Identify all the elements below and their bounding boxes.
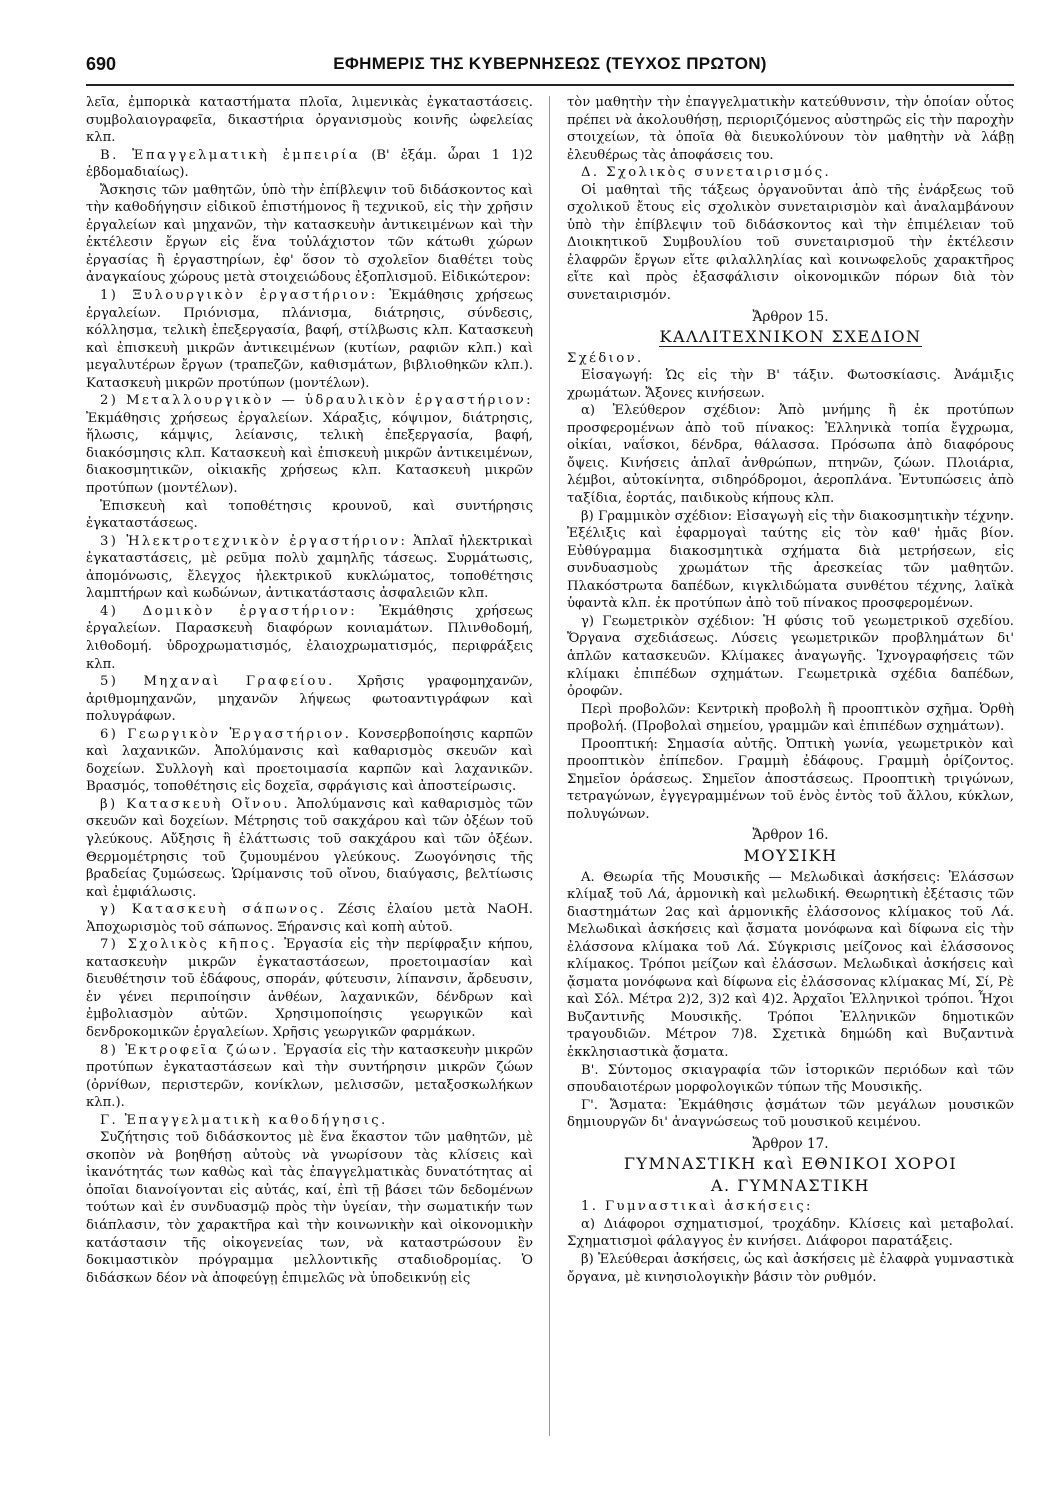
workshop-title: 5) Μηχαναὶ Γραφείου.: [100, 674, 335, 690]
column-divider: [549, 96, 550, 1436]
paragraph: β) Ἐλεύθεραι ἀσκήσεις, ὡς καὶ ἀσκήσεις μὲ ἐλαφρὰ γυμναστικὰ ὄργανα, μὲ κινησιολογικὴν βάσιν τὸν ρυθμόν.: [567, 1252, 1014, 1285]
paragraph: Προοπτική: Σημασία αὐτῆς. Ὀπτικὴ γωνία, γεωμετρικὸν καὶ προοπτικὸν ἐπίπεδον. Γραμμὴ ἐδάφους. Γραμμὴ ὁρίζοντος. Σημεῖον ὁράσεως. Σημεῖον ἀποστάσεως. Προοπτικὴ τριγώνων, τετραγώνων, ἐγγεγραμμένων τοῦ ἑνὸς ἐντὸς τοῦ ἄλλου, κύκλων, πολυγώνων.: [567, 736, 1014, 822]
workshop-6b: [86, 796, 533, 901]
workshop-7: [86, 936, 533, 1041]
gymnastics-title: Α. ΓΥΜΝΑΣΤΙΚΗ: [710, 1175, 871, 1195]
article-15-title: [567, 328, 1014, 346]
right-column: [567, 94, 1014, 1439]
workshop-3: [86, 533, 533, 603]
paragraph: λεῖα, ἐμπορικὰ καταστήματα πλοῖα, λιμενικὰς ἐγκαταστάσεις. συμβολαιογραφεῖα, δικαστήρια ὀργανισμοὺς κοινῆς ὠφελείας κλπ.: [86, 95, 533, 146]
workshop-text: Χρῆσις γραφομηχανῶν, ἀριθμομηχανῶν, μηχανῶν λήψεως φωτοαντιγράφων καὶ πολυγράφων.: [86, 674, 533, 725]
paragraph: Οἱ μαθηταὶ τῆς τάξεως ὀργανοῦνται ἀπὸ τῆς ἐνάρξεως τοῦ σχολικοῦ ἔτους εἰς σχολικὸν συνεταιρισμὸν καὶ ἀναλαμβάνουν ὑπὸ τὴν ἐπίβλεψιν τοῦ διδάσκοντος καὶ τὴν ἐπιμέλειαν τοῦ Διοικητικοῦ Συμβουλίου τοῦ συνεταιρισμοῦ τὴν ἐκτέλεσιν ἐλαφρῶν ἔργων εἴτε φιλαλληλίας καὶ κοινωφελοῦς χαρακτῆρος εἴτε καὶ πρὸς ἐξασφάλισιν οἰκονομικῶν πόρων διὰ τὸν συνεταιρισμόν.: [567, 182, 1014, 304]
paragraph: α) Ἐλεύθερον σχέδιον: Ἀπὸ μνήμης ἢ ἐκ προτύπων προσφερομένων ἀπὸ τοῦ πίνακος: Ἑλληνικὰ τοπία ἔγχρωμα, οἰκίαι, ναΐσκοι, δένδρα, θάλασσα. Πρόσωπα ἀπὸ διαφόρους ὄψεις. Κινήσεις ἁπλαῖ ἀνθρώπων, πτηνῶν, ζώων. Πλοιάρια, λέμβοι, αὐτοκίνητα, σιδηρόδρομοι, ἀεροπλάνα. Ἐντυπώσεις ἀπὸ ταξίδια, ἑορτάς, παιδικοὺς κήπους κλπ.: [567, 403, 1014, 507]
article-title-text: ΚΑΛΛΙΤΕΧΝΙΚΟΝ ΣΧΕΔΙΟΝ: [659, 327, 922, 347]
workshop-text: Ἐκμάθησις χρήσεως ἐργαλείων. Χάραξις, κόψιμον, διάτρησις, ἥλωσις, κάμψις, λείανσις, τελικὴ ἐπεξεργασία, βαφή, διακόσμησις κλπ. Κατασκευὴ καὶ ἐπισκευὴ μικρῶν ἀντικειμένων, διακοσμητικῶν, οἰκιακῆς χρήσεως κλπ. Κατασκευὴ μικρῶν προτύπων (μοντέλων).: [86, 410, 533, 497]
workshop-6c: [86, 901, 533, 936]
workshop-text: Ἐργασία εἰς τὴν περίφραξιν κήπου, κατασκευὴν μικρῶν ἐγκαταστάσεων, προετοιμασίαν καὶ διευθέτησιν τοῦ ἐδάφους, σποράν, φύτευσιν, λίπανσιν, ἄρδευσιν, ἐν γένει περιποίησιν ἀνθέων, λαχανικῶν, δένδρων καὶ ἐμβολιασμὸν αὐτῶν. Χρησιμοποίησις γεωργικῶν καὶ δενδροκομικῶν ἐργαλείων. Χρῆσις γεωργικῶν φαρμάκων.: [86, 937, 533, 1040]
workshop-title: 4) Δομικὸν ἐργαστήριον:: [100, 603, 358, 619]
journal-title: ΕΦΗΜΕΡΙΣ ΤΗΣ ΚΥΒΕΡΝΗΣΕΩΣ (ΤΕΥΧΟΣ ΠΡΩΤΟΝ): [333, 54, 767, 73]
article-17-title: ΓΥΜΝΑΣΤΙΚΗ καὶ ΕΘΝΙΚΟΙ ΧΟΡΟΙ: [623, 1154, 958, 1174]
section-d-heading: Δ. Σχολικὸς συνεταιρισμός.: [581, 165, 832, 181]
workshop-6: [86, 726, 533, 796]
page-number: 690: [86, 54, 117, 74]
workshop-title: 8) Ἐκτροφεῖα ζώων.: [100, 1042, 280, 1058]
section-b-heading: Β. Ἐπαγγελματικὴ ἐμπειρία: [100, 147, 361, 163]
paragraph: α) Διάφοροι σχηματισμοί, τροχάδην. Κλίσεις καὶ μεταβολαί. Σχηματισμοὶ φάλαγγος ἐν κινήσει. Διάφοροι παρατάξεις.: [567, 1216, 1014, 1250]
article-15-label: Ἄρθρον 15.: [752, 308, 829, 325]
section-b: [86, 147, 533, 182]
workshop-title: 7) Σχολικὸς κῆπος.: [100, 937, 278, 953]
paragraph: Εἰσαγωγή: Ὡς εἰς τὴν Β' τάξιν. Φωτοσκίασις. Ἀνάμιξις χρωμάτων. Ἄξονες κινήσεων.: [567, 368, 1014, 401]
article-16-label: Ἄρθρον 16.: [752, 827, 829, 844]
article-16-title: ΜΟΥΣΙΚΗ: [743, 845, 838, 865]
paragraph: Γ'. Ἄσματα: Ἐκμάθησις ᾀσμάτων τῶν μεγάλων μουσικῶν δημιουργῶν δι' ἀναγνώσεως τοῦ μουσικοῦ κειμένου.: [567, 1097, 1014, 1131]
workshop-4: [86, 603, 533, 673]
workshop-title: 2) Μεταλλουργικὸν — ὑδραυλικὸν ἐργαστήριον:: [100, 393, 533, 409]
left-column: [86, 94, 533, 1439]
workshop-5: [86, 673, 533, 726]
workshop-text: Ἐκμάθησις χρήσεως ἐργαλείων. Πριόνισμα, πλάνισμα, διάτρησις, σύνδεσις, κόλλησμα, τελικὴ ἐπεξεργασία, βαφή, στίλβωσις κλπ. Κατασκευὴ καὶ ἐπισκευὴ μικρῶν ἀντικειμένων (κυτίων, ραφιῶν κλπ.) καὶ μεγαλυτέρων ἔργων (τραπεζῶν, καθισμάτων, βιβλιοθηκῶν κλπ.). Κατασκευὴ μικρῶν προτύπων (μοντέλων).: [86, 288, 533, 391]
workshop-2: [86, 392, 533, 497]
workshop-text: Ζέσις ἐλαίου μετὰ NaOH. Ἀποχωρισμὸς τοῦ σάπωνος. Ξήρανσις καὶ κοπὴ αὐτοῦ.: [86, 902, 533, 935]
paragraph: Περὶ προβολῶν: Κεντρικὴ προβολὴ ἢ προοπτικὸν σχῆμα. Ὀρθὴ προβολή. (Προβολαὶ σημείου, γραμμῶν καὶ ἐπιπέδων σχημάτων).: [567, 701, 1014, 735]
paragraph: Συζήτησις τοῦ διδάσκοντος μὲ ἕνα ἕκαστον τῶν μαθητῶν, μὲ σκοπὸν νὰ βοηθήσῃ αὐτοὺς νὰ γνωρίσουν τὰς κλίσεις καὶ ἱκανότητάς των καθὼς καὶ τὰς ἐπαγγελματικὰς δυνατότητας αἱ ὁποῖαι διανοίγονται εἰς αὐτάς, καί, ἐπὶ τῇ βάσει τῶν δεδομένων τούτων καὶ ἐν συνδυασμῷ πρὸς τὴν ὑγείαν, τὴν σωματικήν των διάπλασιν, τὸν χαρακτῆρα καὶ τὴν κοινωνικὴν καὶ οἰκονομικὴν κατάστασιν τῆς οἰκογενείας των, νὰ καταστρώσουν ἓν δοκιμαστικὸν πρόγραμμα μελλοντικῆς σταδιοδρομίας. Ὁ διδάσκων δέον νὰ ἀποφεύγῃ ἐπιμελῶς νὰ ὑποδεικνύῃ εἰς: [86, 1130, 533, 1286]
workshop-title: 3) Ἠλεκτροτεχνικὸν ἐργαστήριον:: [100, 533, 408, 549]
workshop-8: [86, 1042, 533, 1112]
workshop-title: 1) Ξυλουργικὸν ἐργαστήριον:: [100, 288, 378, 304]
workshop-text: Ἀπολύμανσις καὶ καθαρισμὸς τῶν σκευῶν καὶ δοχείων. Μέτρησις τοῦ σακχάρου καὶ τῶν ὀξέων τοῦ γλεύκους. Αὔξησις ἢ ἐλάττωσις τοῦ σακχάρου καὶ τῶν ὀξέων. Θερμομέτρησις τοῦ ζυμουμένου γλεύκους. Ζωογόνησις τῆς βραδείας ζυμώσεως. Ὡρίμανσις τοῦ οἴνου, διαύγασις, βελτίωσις καὶ ἐμφιάλωσις.: [86, 796, 533, 900]
workshop-text: Ἐργασία εἰς τὴν κατασκευὴν μικρῶν προτύπων ἐγκαταστάσεων καὶ τὴν συντήρησιν μικρῶν ζώων (ὀρνίθων, περιστερῶν, κονίκλων, μελισσῶν, μεταξοσκωλήκων κλπ.).: [86, 1042, 533, 1111]
workshop-1: [86, 287, 533, 392]
subheading: 1. Γυμναστικαὶ ἀσκήσεις:: [581, 1199, 813, 1215]
paragraph: Β'. Σύντομος σκιαγραφία τῶν ἱστορικῶν περιόδων καὶ τῶν σπουδαιοτέρων μορφολογικῶν τύπων τῆς Μουσικῆς.: [567, 1062, 1014, 1096]
paragraph: Ἄσκησις τῶν μαθητῶν, ὑπὸ τὴν ἐπίβλεψιν τοῦ διδάσκοντος καὶ τὴν καθοδήγησιν εἰδικοῦ ἐπιστήμονος ἢ τεχνικοῦ, εἰς τὴν χρῆσιν ἐργαλείων καὶ μηχανῶν, τὴν κατασκευὴν ἀντικειμένων καὶ τὴν ἐκτέλεσιν ἔργων εἰς ἕνα τοὐλάχιστον τῶν κάτωθι χώρων ἐργασίας ἢ ἐργαστηρίων, ἐφ' ὅσον τὸ σχολεῖον διαθέτει τοὺς ἀναγκαίους χώρους μετὰ στοιχειώδους ἐξοπλισμοῦ. Εἰδικώτερον:: [86, 182, 533, 286]
workshop-title: 6) Γεωργικὸν Ἐργαστήριον.: [100, 726, 352, 742]
page-header: [86, 52, 1014, 86]
subheading: Σχέδιον.: [567, 350, 644, 366]
section-b-hours: (Β' ἐξάμ. ὧραι 1 1)2 ἑβδομαδιαίως).: [86, 147, 533, 181]
workshop-text: Ἁπλαῖ ἠλεκτρικαὶ ἐγκαταστάσεις, μὲ ρεῦμα πολὺ χαμηλῆς τάσεως. Συρμάτωσις, ἀπομόνωσις, ἔλεγχος ἠλεκτρικοῦ κυκλώματος, τοποθέτησις λαμπτήρων καὶ κωδώνων, ἀντικατάστασις ἀσφαλειῶν κλπ.: [86, 533, 533, 602]
paragraph: Α. Θεωρία τῆς Μουσικῆς — Μελωδικαὶ ἀσκήσεις: Ἐλάσσων κλίμαξ τοῦ Λά, ἁρμονικὴ καὶ μελωδική. Θεωρητικὴ ἐξέτασις τῶν διαστημάτων 2ας καὶ ἁρμονικῆς ἐλάσσονος κλίμακος τοῦ Λά. Μελωδικαὶ ἀσκήσεις καὶ ᾄσματα μονόφωνα καὶ δίφωνα εἰς τὴν ἐλάσσονα κλίμακα τοῦ Λά. Σύγκρισις μείζονος καὶ ἐλάσσονος κλίμακος. Τρόποι μείζων καὶ ἐλάσσων. Μελωδικαὶ ἀσκήσεις καὶ ᾄσματα μονόφωνα καὶ δίφωνα εἰς ἐλάσσονας κλίμακας Μί, Σί, Ρὲ καὶ Σόλ. Μέτρα 2)2, 3)2 καὶ 4)2. Ἀρχαῖοι Ἑλληνικοὶ τρόποι. Ἦχοι Βυζαντινῆς Μουσικῆς. Τρόποι Ἑλληνικῶν δημοτικῶν τραγουδιῶν. Μέτρον 7)8. Σχετικὰ δημώδη καὶ Βυζαντινὰ ἐκκλησιαστικὰ ᾄσματα.: [567, 869, 1014, 1060]
workshop-title: γ) Κατασκευὴ σάπωνος.: [100, 902, 327, 918]
workshop-title: β) Κατασκευὴ Οἴνου.: [100, 796, 291, 812]
article-17-label: Ἄρθρον 17.: [752, 1135, 829, 1152]
paragraph: γ) Γεωμετρικὸν σχέδιον: Ἡ φύσις τοῦ γεωμετρικοῦ σχεδίου. Ὄργανα σχεδιάσεως. Λύσεις γεωμετρικῶν προβλημάτων δι' ἁπλῶν κατασκευῶν. Κλίμακες ἀναγωγῆς. Ἰχνογραφήσεις τῶν κλίμακι ἐπιπέδων σχημάτων. Γεωμετρικὰ σχέδια δαπέδων, ὀροφῶν.: [567, 613, 1014, 700]
paragraph: β) Γραμμικὸν σχέδιον: Εἰσαγωγὴ εἰς τὴν διακοσμητικὴν τέχνην. Ἐξέλιξις καὶ ἐφαρμογαὶ ταύτης εἰς τὸν καθ' ἡμᾶς βίον. Εὐθύγραμμα διακοσμητικὰ σχήματα διὰ μετρήσεων, εἰς συνδυασμοὺς χρωμάτων τῆς ἀρεσκείας τῶν μαθητῶν. Πλακόστρωτα δαπέδων, κιγκλιδώματα συνθέτου τέχνης, λαϊκὰ ὑφαντὰ κλπ. ἐκ προτύπων ἀπὸ τοῦ πίνακος προσφερομένων.: [567, 508, 1014, 612]
paragraph: τὸν μαθητὴν τὴν ἐπαγγελματικὴν κατεύθυνσιν, τὴν ὁποίαν οὗτος πρέπει νὰ ἀκολουθήσῃ, περιοριζόμενος αὐστηρῶς εἰς τὴν παροχὴν στοιχείων, τὰ ὁποῖα θὰ διευκολύνουν τὸν μαθητὴν νὰ λάβῃ ἐλευθέρως τὰς ἀποφάσεις του.: [567, 95, 1014, 163]
section-g-heading: Γ. Ἐπαγγελματικὴ καθοδήγησις.: [100, 1112, 388, 1128]
workshop-text: Κονσερβοποίησις καρπῶν καὶ λαχανικῶν. Ἀπολύμανσις καὶ καθαρισμὸς σκευῶν καὶ δοχείων. Συλλογὴ καὶ προετοιμασία καρπῶν καὶ λαχανικῶν. Βρασμός, τοποθέτησις εἰς δοχεῖα, σφράγισις καὶ ἀποστείρωσις.: [86, 726, 533, 795]
paragraph: Ἐπισκευὴ καὶ τοποθέτησις κρουνοῦ, καὶ συντήρησις ἐγκαταστάσεως.: [86, 498, 533, 532]
workshop-text: Ἐκμάθησις χρήσεως ἐργαλείων. Παρασκευὴ διαφόρων κονιαμάτων. Πλινθοδομή, λιθοδομή. ὑδροχρωματισμός, ἐλαιοχρωματισμός, περιφράξεις κλπ.: [86, 603, 533, 672]
